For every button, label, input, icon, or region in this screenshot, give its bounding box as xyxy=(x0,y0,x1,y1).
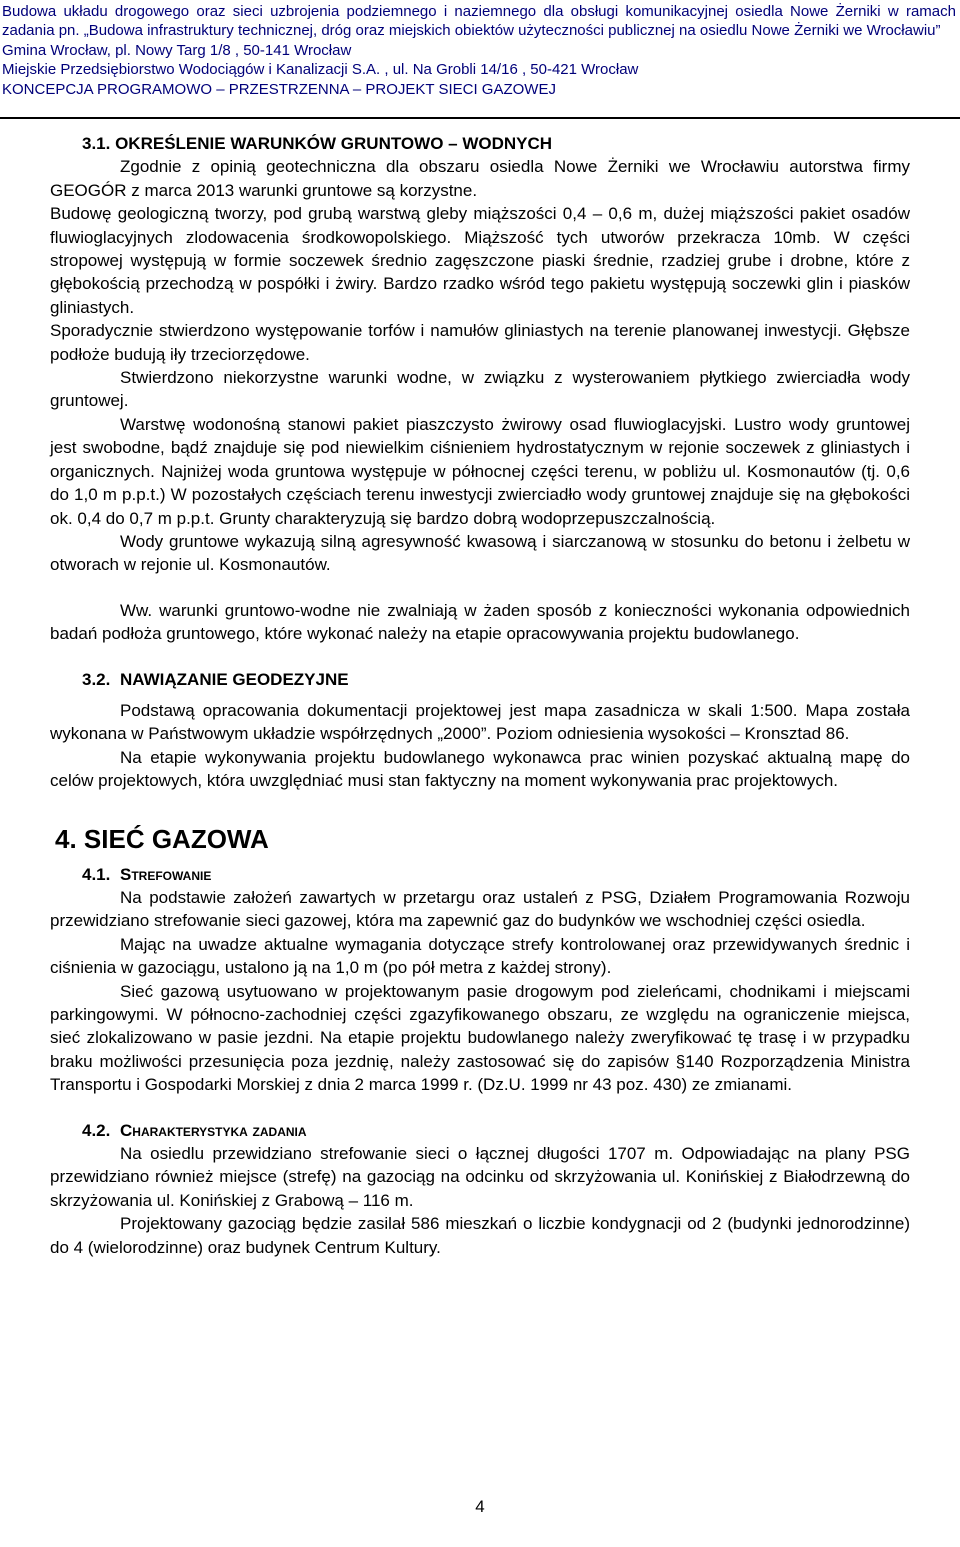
paragraph: Na podstawie założeń zawartych w przetargu oraz ustaleń z PSG, Działem Programowania Rozwoju przewidziano strefowanie sieci gazowej, która ma zapewnić gaz do budynków we wschodniej części osiedla. xyxy=(50,887,910,931)
paragraph: Mając na uwadze aktualne wymagania dotyczące strefy kontrolowanej oraz przewidywanych średnic i ciśnienia w gazociągu, ustalono ją na 1,0 m (po pół metra z każdej strony). xyxy=(50,934,910,978)
section-title: Strefowanie xyxy=(120,864,212,884)
paragraph: Sieć gazową usytuowano w projektowanym pasie drogowym pod zieleńcami, chodnikami i miejscami parkingowymi. W północno-zachodniej części zgazyfikowanego obszaru, ze względu na ograniczenie miejsca, sieć zlokalizowano w pasie jezdni. Na etapie projektu budowlanego należy zweryfikować tę trasę i w przypadku braku możliwości przesunięcia poza jezdnię, należy zastosować się do zapisów §140 Rozporządzenia Ministra Transportu i Gospodarki Morskiej z dnia 2 marca 1999 r. (Dz.U. 1999 nr 43 poz. 430) ze zmianami. xyxy=(50,981,910,1095)
header-project-title: Budowa układu drogowego oraz sieci uzbrojenia podziemnego i naziemnego dla obsługi komunikacyjnej osiedla Nowe Żerniki w ramach zadania pn. „Budowa infrastruktury technicznej, dróg oraz miejskich obiektów użyteczności publicznej na osiedlu Nowe Żerniki we Wrocławiu” xyxy=(2,3,956,40)
header-divider xyxy=(0,117,960,119)
paragraph: Sporadycznie stwierdzono występowanie torfów i namułów gliniastych na terenie planowanej inwestycji. Głębsze podłoże budują iły trzeciorzędowe. xyxy=(50,321,910,364)
section-4-1-heading xyxy=(50,863,910,886)
section-title: NAWIĄZANIE GEODEZYJNE xyxy=(120,669,349,689)
header-investor: Gmina Wrocław, pl. Nowy Targ 1/8 , 50-141 Wrocław xyxy=(2,41,352,59)
section-title: Charakterystyka zadania xyxy=(120,1120,307,1140)
paragraph: Podstawą opracowania dokumentacji projektowej jest mapa zasadnicza w skali 1:500. Mapa została wykonana w Państwowym układzie współrzędnych „2000”. Poziom odniesienia wysokości – Kronsztad 86. xyxy=(50,700,910,744)
paragraph: Na osiedlu przewidziano strefowanie sieci o łącznej długości 1707 m. Odpowiadając na plany PSG przewidziano również miejsce (strefę) na gazociąg na odcinku od skrzyżowania ul. Konińskiej z Białodrzewną do skrzyżowania ul. Konińskiej z Grabową – 116 m. xyxy=(50,1144,910,1210)
page-number: 4 xyxy=(475,1497,485,1516)
header-company: Miejskie Przedsiębiorstwo Wodociągów i Kanalizacji S.A. , ul. Na Grobli 14/16 , 50-421 Wrocław xyxy=(2,61,639,79)
section-number: 4.1. xyxy=(82,864,111,884)
section-number: 4.2. xyxy=(82,1120,111,1140)
spacer xyxy=(50,793,910,823)
paragraph: Na etapie wykonywania projektu budowlanego wykonawca prac winien pozyskać aktualną mapę do celów projektowych, która uwzględniać musi stan faktyczny na moment wykonywania prac projektowych. xyxy=(50,747,910,791)
paragraph: Projektowany gazociąg będzie zasilał 586 mieszkań o liczbie kondygnacji od 2 (budynki jednorodzinne) do 4 (wielorodzinne) oraz budynek Centrum Kultury. xyxy=(50,1214,910,1257)
paragraph: Ww. warunki gruntowo-wodne nie zwalniają w żaden sposób z konieczności wykonania odpowiednich badań podłoża gruntowego, które wykonać należy na etapie opracowywania projektu budowlanego. xyxy=(50,600,910,644)
paragraph: Budowę geologiczną tworzy, pod grubą warstwą gleby miąższości 0,4 – 0,6 m, dużej miąższości pakiet osadów fluwioglacyjnych zlodowacenia środkowopolskiego. Miąższość tych utworów przekracza 10mb. W części stropowej występują w formie soczewek średnio zagęszczone piaski średnie, rzadziej grube i drobne, które z głębokością przechodzą w pospółki i żwiry. Bardzo rzadko wśród tego pakietu występują soczewki glin i piasków gliniastych. xyxy=(50,204,910,317)
paragraph: Warstwę wodonośną stanowi pakiet piaszczysto żwirowy osad fluwioglacyjski. Lustro wody gruntowej jest swobodne, bądź znajduje się pod niewielkim ciśnieniem hydrostatycznym w rejonie soczewek z gliniastych i organicznych. Najniżej woda gruntowa występuje w północnej części terenu, w pobliżu ul. Kosmonautów (tj. 0,6 do 1,0 m p.p.t.) W pozostałych częściach terenu inwestycji zwierciadło wody gruntowej znajduje się na głębokości ok. 0,4 do 0,7 m p.p.t. Grunty charakteryzują się bardzo dobrą wodoprzepuszczalnością. xyxy=(50,414,910,528)
spacer xyxy=(50,855,910,863)
paragraph: Zgodnie z opinią geotechniczna dla obszaru osiedla Nowe Żerniki we Wrocławiu autorstwa firmy GEOGÓR z marca 2013 warunki gruntowe są korzystne. xyxy=(50,157,910,200)
paragraph: Wody gruntowe wykazują silną agresywność kwasową i siarczanową w stosunku do betonu i żelbetu w otworach w rejonie ul. Kosmonautów. xyxy=(50,531,910,575)
section-3-1-heading: 3.1. OKREŚLENIE WARUNKÓW GRUNTOWO – WODNYCH xyxy=(82,134,553,153)
chapter-4-heading: 4. SIEĆ GAZOWA xyxy=(55,823,269,854)
section-4-2-heading xyxy=(50,1119,910,1142)
header-document-type: KONCEPCJA PROGRAMOWO – PRZESTRZENNA – PROJEKT SIECI GAZOWEJ xyxy=(2,80,556,98)
spacer xyxy=(50,577,910,599)
spacer xyxy=(50,646,910,668)
section-number: 3.2. xyxy=(82,669,111,689)
running-header xyxy=(0,2,960,99)
document-body xyxy=(50,132,910,1259)
spacer xyxy=(50,1097,910,1119)
spacer xyxy=(50,691,910,699)
section-3-2-heading xyxy=(50,668,910,691)
paragraph: Stwierdzono niekorzystne warunki wodne, w związku z wysterowaniem płytkiego zwierciadła wody gruntowej. xyxy=(50,368,910,411)
